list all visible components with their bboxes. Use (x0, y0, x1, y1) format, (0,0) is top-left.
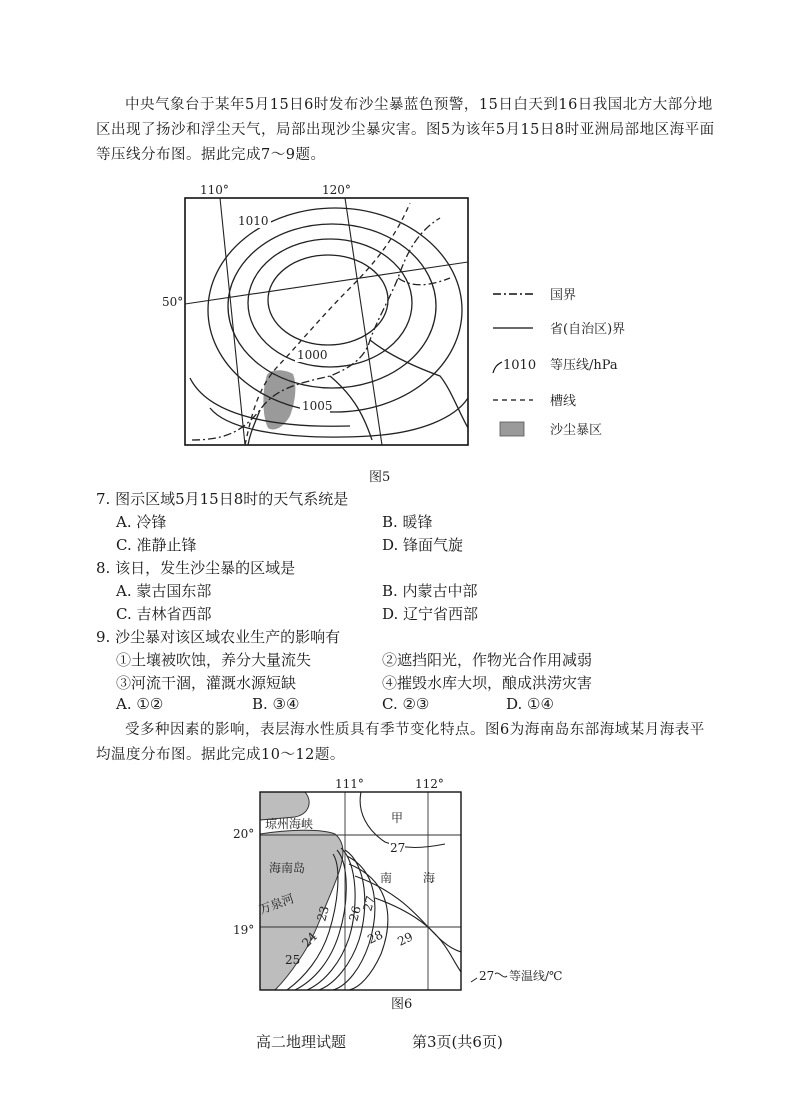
q7-option-c: C. 准静止锋 (116, 536, 197, 554)
isotherm-label-28: 28 (365, 927, 386, 947)
lon-label-110: 110° (200, 183, 229, 197)
isotherm-label-23: 23 (314, 904, 332, 923)
lat-label-50: 50° (162, 295, 184, 309)
label-wanquan-river: 万泉河 (257, 891, 296, 917)
q9-option-a: A. ①② (116, 695, 164, 713)
q9-statement-4: ④摧毁水库大坝，酿成洪涝灾害 (382, 674, 593, 692)
q8-option-c: C. 吉林省西部 (116, 605, 212, 623)
q7-option-b: B. 暖锋 (382, 513, 433, 531)
lon-label-120: 120° (322, 183, 351, 197)
isobar-label-1000: 1000 (297, 348, 328, 362)
q7-option-a: A. 冷锋 (116, 513, 167, 531)
isotherm-label-24: 24 (299, 929, 320, 951)
legend-trough: 槽线 (550, 394, 577, 409)
figure-5-caption: 图5 (369, 470, 391, 485)
q8-option-b: B. 内蒙古中部 (382, 582, 478, 600)
q9-option-d: D. ①④ (506, 695, 554, 713)
intro-paragraph-2: 受多种因素的影响，表层海水性质具有季节变化特点。图6为海南岛东部海域某月海表平均温度分布图。据此完成10～12题。 (96, 722, 705, 763)
footer-subject: 高二地理试题 (256, 1033, 347, 1051)
legend-isotherm: 等温线/℃ (509, 969, 563, 983)
footer-page-number: 第3页(共6页) (412, 1033, 503, 1051)
legend-national-border: 国界 (550, 288, 577, 303)
q9-option-b: B. ③④ (252, 695, 300, 713)
legend-isobar-sample: 1010 (503, 358, 537, 373)
lat-label-20: 20° (233, 827, 255, 841)
q9-option-c: C. ②③ (382, 695, 430, 713)
q9-stem: 9. 沙尘暴对该区域农业生产的影响有 (96, 628, 341, 646)
figure-6-caption: 图6 (391, 997, 413, 1012)
label-jia: 甲 (391, 811, 404, 825)
legend-province-border: 省(自治区)界 (550, 322, 626, 337)
isotherm-label-26: 26 (346, 904, 364, 923)
intro-paragraph-1: 中央气象台于某年5月15日6时发布沙尘暴蓝色预警，15日白天到16日我国北方大部分地区出现了扬沙和浮尘天气，局部出现沙尘暴灾害。图5为该年5月15日8时亚洲局部地区海平面等压线分布图。据此完成7～9题。 (96, 97, 715, 163)
isotherm-label-27: 27 (360, 894, 378, 913)
isobar-label-1005: 1005 (302, 399, 333, 413)
isobar-label-1010: 1010 (238, 214, 269, 228)
figure-5-legend (493, 288, 625, 438)
label-hai: 海 (423, 871, 436, 885)
legend-isobar: 等压线/hPa (550, 358, 618, 373)
figure-5-isobar-map (150, 178, 630, 468)
isotherm-label-29: 29 (395, 929, 416, 949)
q9-statement-3: ③河流干涸，灌溉水源短缺 (116, 674, 297, 692)
label-qiongzhou-strait: 琼州海峡 (265, 817, 314, 831)
figure-6-isotherm-map (225, 772, 585, 1022)
q7-option-d: D. 锋面气旋 (382, 536, 464, 554)
legend-isotherm-sample: 27 (479, 969, 495, 983)
q7-stem: 7. 图示区域5月15日8时的天气系统是 (96, 490, 349, 508)
legend-sandstorm: 沙尘暴区 (550, 423, 603, 438)
label-hainan-island: 海南岛 (269, 861, 306, 875)
q8-option-d: D. 辽宁省西部 (382, 605, 479, 623)
q9-statement-2: ②遮挡阳光，作物光合作用减弱 (382, 651, 593, 669)
q8-option-a: A. 蒙古国东部 (116, 582, 212, 600)
lon-label-112: 112° (415, 777, 444, 791)
lon-label-111: 111° (335, 777, 364, 791)
isotherm-label-27-north: 27 (390, 841, 406, 855)
label-nan: 南 (380, 871, 393, 885)
q9-statement-1: ①土壤被吹蚀，养分大量流失 (116, 651, 312, 669)
lat-label-19: 19° (233, 923, 255, 937)
isotherm-label-25: 25 (285, 953, 301, 967)
sandstorm-area (263, 370, 295, 429)
q8-stem: 8. 该日，发生沙尘暴的区域是 (96, 559, 296, 577)
